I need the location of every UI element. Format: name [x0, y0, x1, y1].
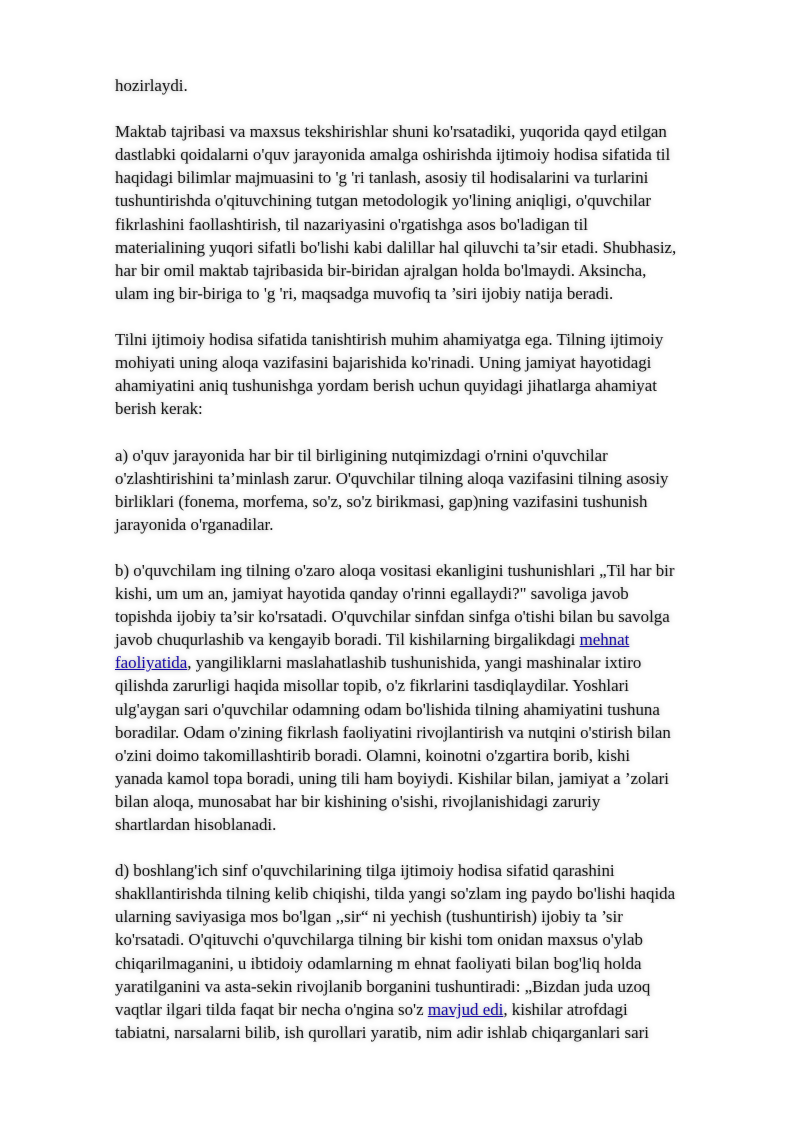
text-line: yaratilganini va asta-sekin rivojlanib borganini tushuntiradi: „Bizdan juda uzoq [115, 976, 651, 996]
text-line: tabiatni, narsalarni bilib, ish qurollari yaratib, nim adir ishlab chiqarganlari sari [115, 1022, 649, 1042]
text-line: kishi, um um an, jamiyat hayotida qanday o'rinni egallaydi?" savoliga javob [115, 584, 629, 604]
text-line: fikrlashini faollashtirish, til nazariyasini o'rgatishga asos bo'ladigan til [115, 214, 588, 234]
paragraph-gap [115, 536, 755, 559]
text-line: materialining yuqori sifatli bo'lishi kabi dalillar hal qiluvchi ta’sir etadi. Shubhasiz, [115, 237, 677, 257]
text-line: ahamiyatini aniq tushunishga yordam berish uchun quyidagi jihatlarga ahamiyat [115, 376, 657, 396]
text-line: o'zini doimo takomillashtirib boradi. Olamni, koinotni o'zgartira borib, kishi [115, 745, 631, 765]
text-line: ulg'aygan sari o'quvchilar odamning odam bo'lishida tilning ahamiyatini tushuna [115, 699, 660, 719]
paragraph-5 [115, 859, 755, 1044]
mavjud-edi-link[interactable]: mavjud edi [427, 999, 504, 1019]
text-line: bilan aloqa, munosabat har bir kishining o'sishi, rivojlanishidagi zaruriy [115, 791, 601, 811]
text-line: Maktab tajribasi va maxsus tekshirishlar shuni ko'rsatadiki, yuqorida qayd etilgan [115, 122, 667, 142]
text-line: shartlardan hisoblanadi. [115, 815, 277, 834]
text-line: qilishda zarurligi haqida misollar topib, o'z fikrlarini tasdiqlaydilar. Yoshlari [115, 676, 629, 696]
text-line: tushuntirishda o'qituvchining tutgan metodologik yo'lining aniqligi, o'quvchilar [115, 191, 651, 211]
text-line [115, 628, 755, 651]
text-line: yanada kamol topa boradi, uning tili ham boyiydi. Kishilar bilan, jamiyat a ’zolari [115, 768, 669, 788]
text-line: mohiyati uning aloqa vazifasini bajarishida ko'rinadi. Uning jamiyat hayotidagi [115, 353, 652, 373]
paragraph-3 [115, 444, 755, 536]
text-line: o'zlashtirishini ta’minlash zarur. O'quvchilar tilning aloqa vazifasini tilning asosiy [115, 468, 669, 488]
text-line [115, 998, 755, 1021]
text-line [115, 651, 755, 674]
text-line: jarayonida o'rganadilar. [115, 514, 274, 534]
text-line: ulam ing bir-biriga to 'g 'ri, maqsadga muvofiq ta ’siri ijobiy natija beradi. [115, 283, 614, 303]
text-segment: , yangiliklarni maslahatlashib tushunishida, yangi mashinalar ixtiro [187, 653, 642, 673]
text-line: birliklari (fonema, morfema, so'z, so'z birikmasi, gap)ning vazifasini tushunish [115, 491, 648, 511]
paragraph-2 [115, 328, 755, 420]
paragraph-gap [115, 836, 755, 859]
text-line: har bir omil maktab tajribasida bir-biridan ajralgan holda bo'lmaydi. Aksincha, [115, 260, 647, 280]
text-line: hozirlaydi. [115, 76, 188, 95]
text-line: ularning saviyasiga mos bo'lgan ,,sir“ ni yechish (tushuntirish) ijobiy ta ’sir [115, 907, 623, 927]
text-line: dastlabki qoidalarni o'quv jarayonida amalga oshirishda ijtimoiy hodisa sifatida til [115, 145, 671, 165]
text-line: ko'rsatadi. O'qituvchi o'quvchilarga tilning bir kishi tom onidan maxsus o'ylab [115, 930, 643, 950]
text-line: topishda ijobiy ta’sir ko'rsatadi. O'quvchilar sinfdan sinfga o'tishi bilan bu savolga [115, 607, 670, 627]
text-line: b) o'quvchilam ing tilning o'zaro aloqa vositasi ekanligini tushunishlari „Til har bir [115, 560, 675, 580]
text-line: haqidagi bilimlar majmuasini to 'g 'ri tanlash, asosiy til hodisalarini va turlarini [115, 168, 649, 188]
text-segment: javob chuqurlashib va kengayib boradi. Til kishilarning birgalikdagi [115, 630, 580, 650]
text-segment: vaqtlar ilgari tilda faqat bir necha o'ngina so'z [115, 999, 428, 1019]
paragraph-gap [115, 420, 755, 443]
text-line: chiqarilmaganini, u ibtidoiy odamlarning m ehnat faoliyati bilan bog'liq holda [115, 953, 642, 973]
document-body [115, 74, 755, 1044]
paragraph-4 [115, 559, 755, 836]
text-line: d) boshlang'ich sinf o'quvchilarining tilga ijtimoiy hodisa sifatid qarashini [115, 861, 615, 881]
text-segment: , kishilar atrofdagi [503, 999, 628, 1019]
paragraph-gap [115, 97, 755, 120]
paragraph-0 [115, 74, 755, 97]
text-line: Tilni ijtimoiy hodisa sifatida tanishtirish muhim ahamiyatga ega. Tilning ijtimoiy [115, 330, 664, 350]
text-line: boradilar. Odam o'zining fikrlash faoliyatini rivojlantirish va nutqini o'stirish bilan [115, 722, 671, 742]
text-line: berish kerak: [115, 399, 203, 419]
text-line: a) o'quv jarayonida har bir til birligining nutqimizdagi o'rnini o'quvchilar [115, 445, 608, 465]
mehnat-faoliyatida-link-cont[interactable]: faoliyatida [115, 653, 188, 673]
paragraph-gap [115, 305, 755, 328]
text-line: shakllantirishda tilning kelib chiqishi, tilda yangi so'zlam ing paydo bo'lishi haqida [115, 884, 676, 904]
paragraph-1 [115, 120, 755, 305]
mehnat-faoliyatida-link[interactable]: mehnat [579, 630, 630, 650]
